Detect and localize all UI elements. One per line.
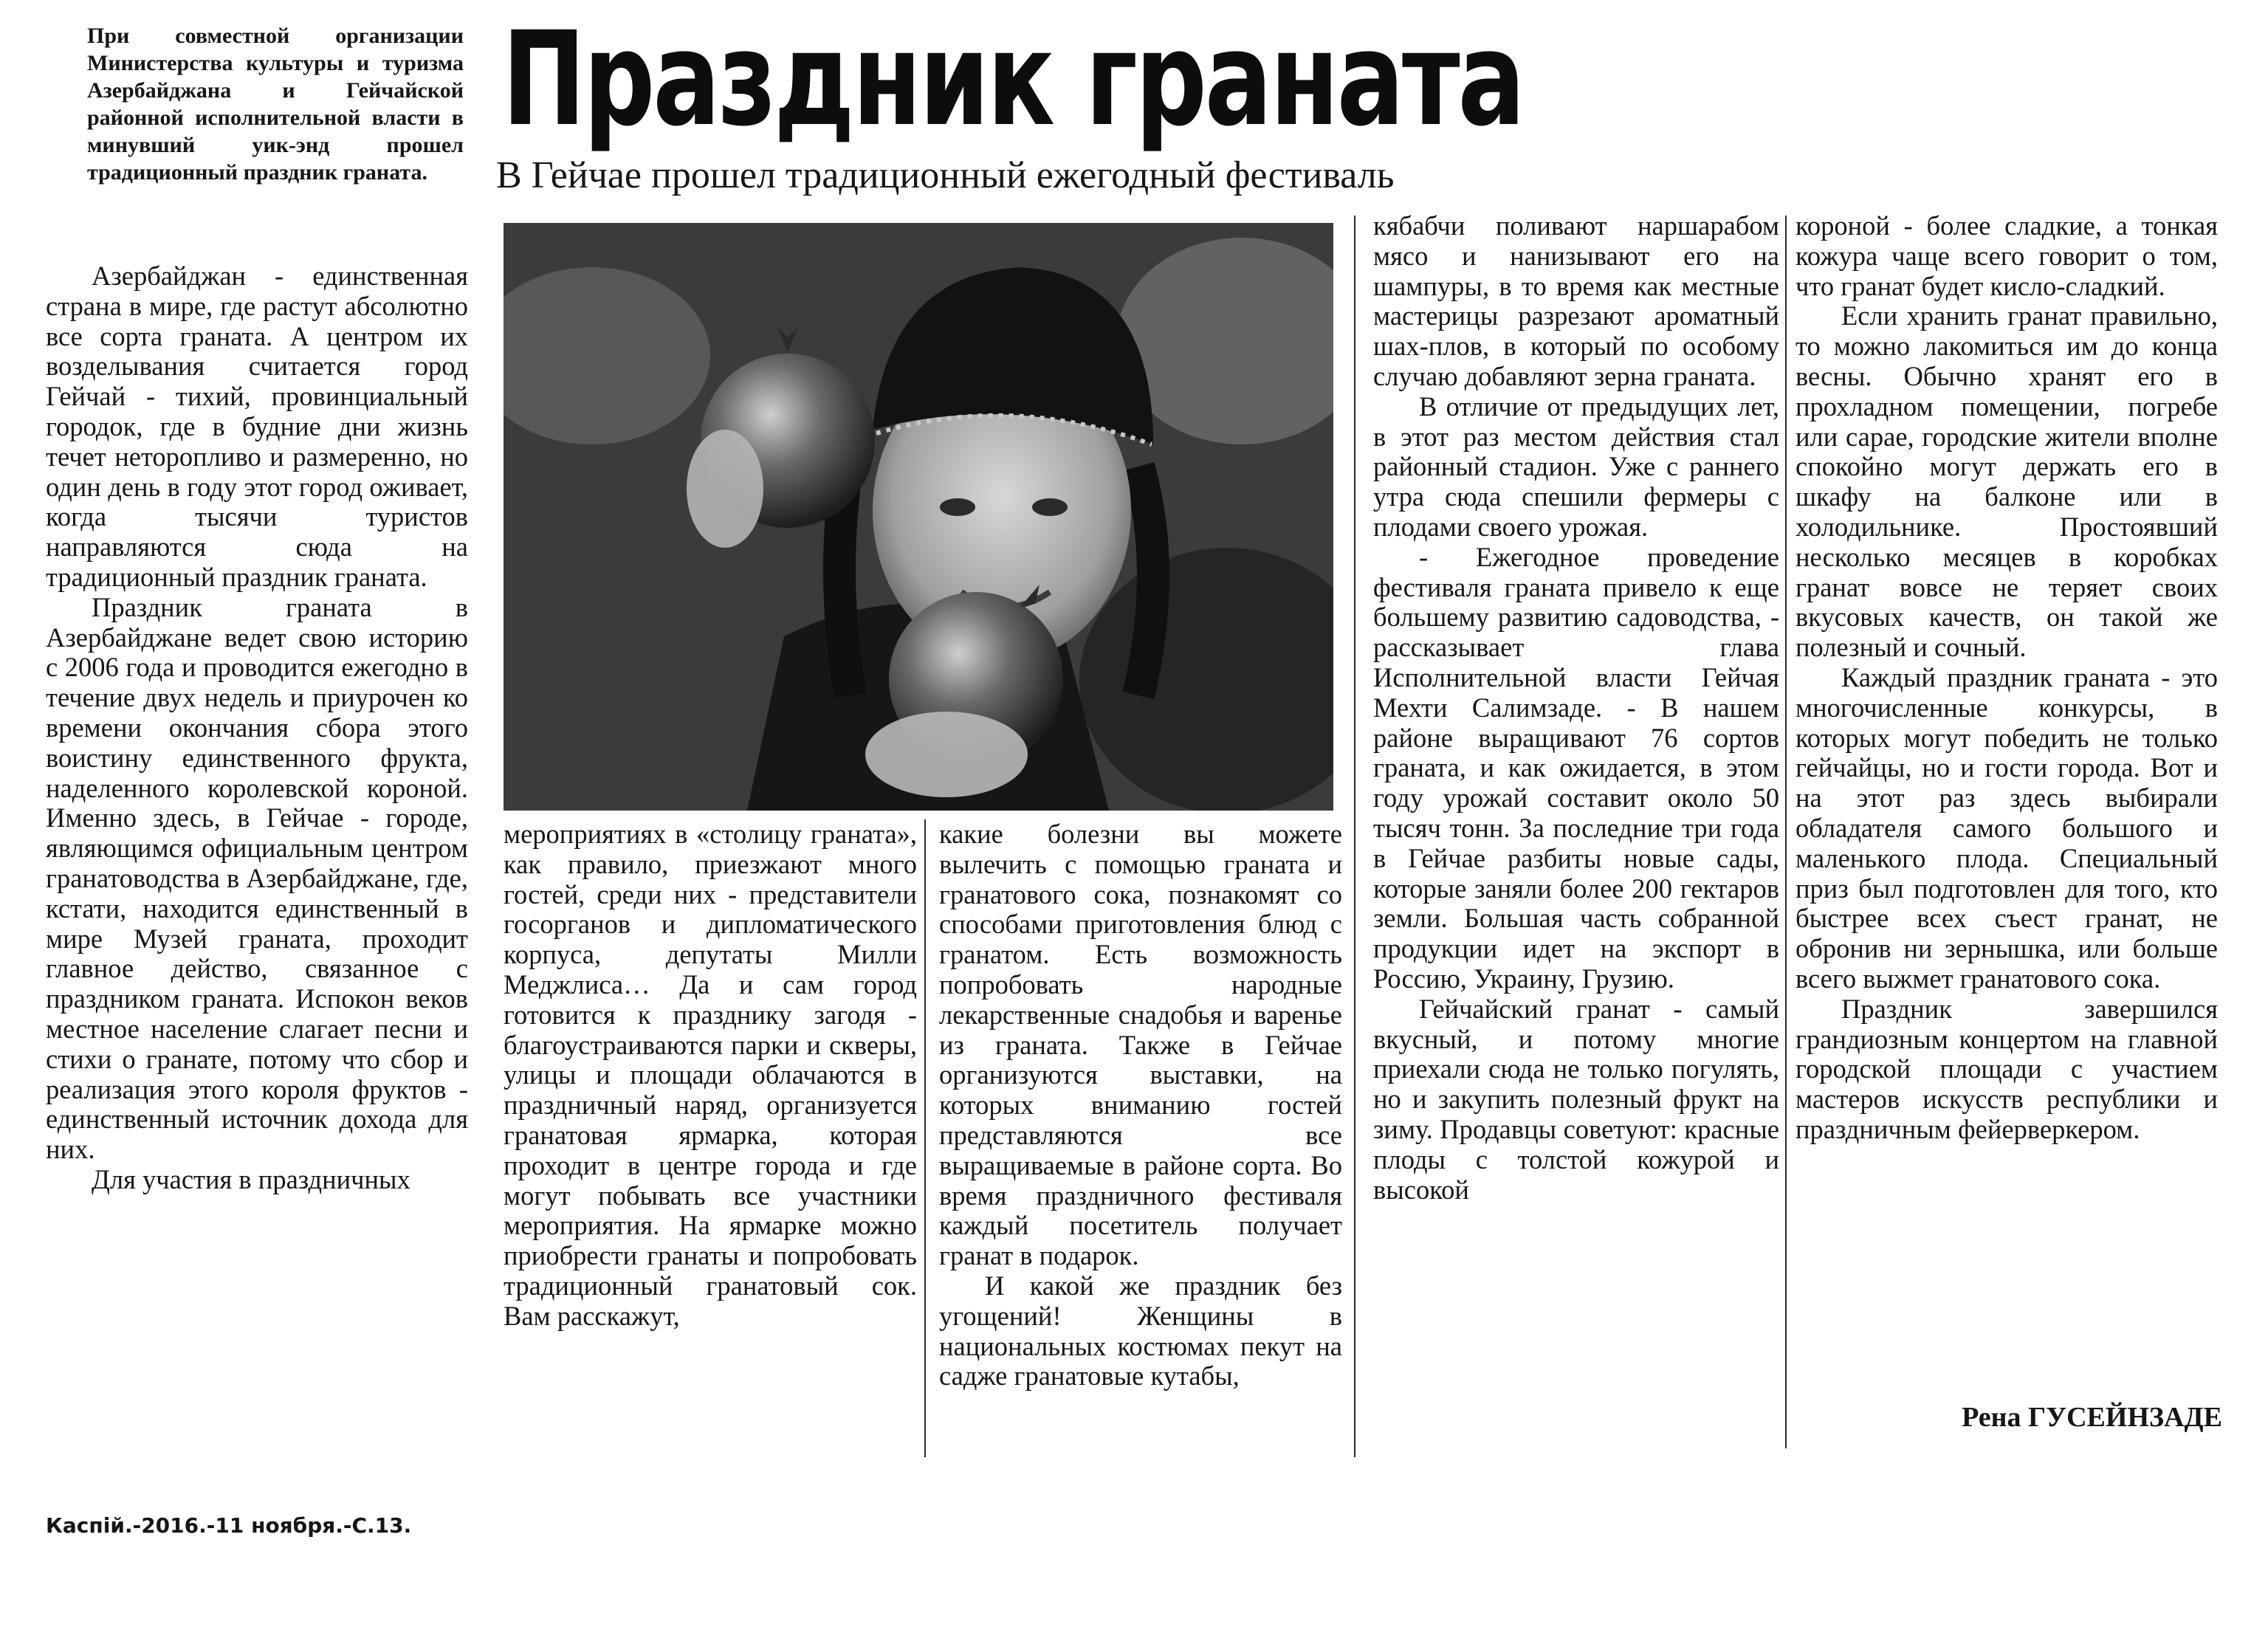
article-column-3	[939, 819, 1342, 1457]
photo-image	[504, 223, 1333, 811]
headline: Праздник граната	[502, 4, 1523, 155]
article-column-2	[504, 819, 917, 1457]
lead-paragraph: При совместной организации Министерства культуры и туризма Азербайджана и Гейчайской районной исполнительной власти в минувший уик-энд прошел традиционный праздник граната.	[87, 24, 464, 185]
paragraph: И какой же праздник без угощений! Женщины в национальных костюмах пекут на садже гранатовые кутабы,	[939, 1270, 1342, 1392]
paragraph: Праздник завершился грандиозным концертом на главной городской площади с участием мастеров искусств республики и праздничным фейерверкером.	[1796, 993, 2218, 1144]
article-column-5	[1796, 211, 2218, 1377]
paragraph: Если хранить гранат правильно, то можно лакомиться им до конца весны. Обычно хранят его в прохладном помещении, погребе или сарае, городские жители вполне спокойно могут держать его в шкафу на балконе или в холодильнике. Простоявший несколько месяцев в коробках гранат вовсе не теряет своих вкусовых качеств, он такой же полезный и сочный.	[1796, 300, 2218, 663]
subheadline: В Гейчае прошел традиционный ежегодный фестиваль	[496, 154, 1395, 196]
paragraph: Праздник граната в Азербайджане ведет свою историю с 2006 года и проводится ежегодно в течение двух недель и приурочен ко времени окончания сбора этого воистину единственного фрукта, наделенного королевской короной. Именно здесь, в Гейчае - городе, являющимся официальным центром гранатоводства в Азербайджане, где, кстати, находится единственный в мире Музей граната, проходит главное действо, связанное с праздником граната. Испокон веков местное население слагает песни и стихи о гранате, потому что сбор и реализация этого короля фруктов - единственный источник дохода для них.	[46, 591, 468, 1165]
paragraph: мероприятиях в «столицу граната», как правило, приезжают много гостей, среди них - представители госорганов и дипломатического корпуса, депутаты Милли Меджлиса… Да и сам город готовится к празднику загодя - благоустраиваются парки и скверы, улицы и площади облачаются в праздничный наряд, организуется гранатовая ярмарка, которая проходит в центре города и где могут побывать все участники мероприятия. На ярмарке можно приобрести гранаты и попробовать традиционный гранатовый сок. Вам расскажут,	[504, 819, 917, 1331]
paragraph: В отличие от предыдущих лет, в этот раз местом действия стал районный стадион. Уже с раннего утра сюда спешили фермеры с плодами своего урожая.	[1373, 391, 1779, 542]
paragraph: короной - более сладкие, а тонкая кожура чаще всего говорит о том, что гранат будет кисло-сладкий.	[1796, 211, 2218, 301]
column-rule	[1785, 216, 1787, 1448]
article-column-4	[1373, 211, 1779, 1457]
column-rule	[1354, 216, 1355, 1457]
paragraph: Азербайджан - единственная страна в мире, где растут абсолютно все сорта граната. А центром их возделывания считается город Гейчай - тихий, провинциальный городок, где в будние дни жизнь течет неторопливо и размеренно, но один день в году этот город оживает, когда тысячи туристов направляются сюда на традиционный праздник граната.	[46, 261, 468, 592]
source-caption: Каспiй.-2016.-11 ноября.-С.13.	[46, 1513, 412, 1538]
author-byline: Рена ГУСЕЙНЗАДЕ	[1962, 1402, 2222, 1433]
paragraph: какие болезни вы можете вылечить с помощью граната и гранатового сока, познакомят со способами приготовления блюд с гранатом. Есть возможность попробовать народные лекарственные снадобья и варенье из граната. Также в Гейчае организуются выставки, на которых вниманию гостей представляются все выращиваемые в районе сорта. Во время праздничного фестиваля каждый посетитель получает гранат в подарок.	[939, 819, 1342, 1271]
paragraph: Каждый праздник граната - это многочисленные конкурсы, в которых могут победить не только гейчайцы, но и гости города. Вот и на этот раз здесь выбирали обладателя самого большого и маленького плода. Специальный приз был подготовлен для того, кто быстрее всех съест гранат, не обронив ни зернышка, или больше всего выжмет гранатового сока.	[1796, 661, 2218, 994]
paragraph: Для участия в праздничных	[92, 1163, 410, 1194]
paragraph: кябабчи поливают наршарабом мясо и нанизывают его на шампуры, в то время как местные мастерицы разрезают ароматный шах-плов, в который по особому случаю добавляют зерна граната.	[1373, 211, 1779, 391]
photo-girl-with-pomegranates	[504, 223, 1333, 811]
column-rule	[924, 819, 926, 1457]
article-column-1	[46, 261, 468, 1457]
paragraph: Гейчайский гранат - самый вкусный, и потому многие приехали сюда не только погулять, но и закупить полезный фрукт на зиму. Продавцы советуют: красные плоды с толстой кожурой и высокой	[1373, 993, 1779, 1205]
paragraph: - Ежегодное проведение фестиваля граната привело к еще большему развитию садоводства, - рассказывает глава Исполнительной власти Гейчая Мехти Салимзаде. - В нашем районе выращивают 76 сортов граната, и как ожидается, в этом году урожай составит около 50 тысяч тонн. За последние три года в Гейчае разбиты новые сады, которые заняли более 200 гектаров земли. Большая часть собранной продукции идет на экспорт в Россию, Украину, Грузию.	[1373, 541, 1779, 994]
